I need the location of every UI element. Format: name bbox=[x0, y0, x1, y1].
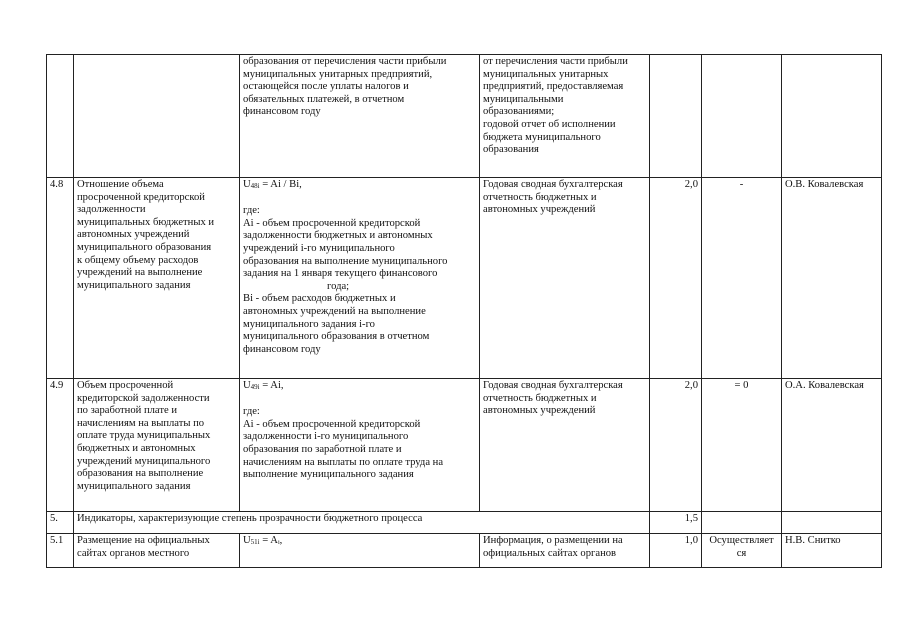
target-cell: - bbox=[702, 178, 782, 379]
source-cell: Информация, о размещении на официальных сайтах органов bbox=[480, 534, 650, 568]
responsible-cell bbox=[782, 55, 882, 178]
target-cell bbox=[702, 512, 782, 534]
weight-cell bbox=[650, 55, 702, 178]
row-number bbox=[47, 55, 74, 178]
row-number: 5.1 bbox=[47, 534, 74, 568]
weight-cell: 1,0 bbox=[650, 534, 702, 568]
source-cell: от перечисления части прибыли муниципальных унитарных предприятий, предоставляемая муниципальными образованиями; годовой отчет об исполнении бюджета муниципального образования bbox=[480, 55, 650, 178]
indicator-cell: Объем просроченной кредиторской задолженности по заработной плате и начислениям на выплаты по оплате труда муниципальных бюджетных и автономных учреждений муниципального образования на выполнение муниципального задания bbox=[74, 379, 240, 512]
target-cell bbox=[702, 55, 782, 178]
table-row bbox=[47, 55, 882, 178]
source-cell: Годовая сводная бухгалтерская отчетность бюджетных и автономных учреждений bbox=[480, 178, 650, 379]
formula-cell bbox=[240, 534, 480, 568]
table-row bbox=[47, 534, 882, 568]
formula: $U_{49i} = Ai$, bbox=[243, 380, 284, 391]
formula: $U_{48i} = Ai / Bi$, bbox=[243, 179, 302, 190]
indicator-cell bbox=[74, 55, 240, 178]
formula: $U_{51i}$ = Aᵢ, bbox=[243, 535, 283, 546]
row-number: 4.9 bbox=[47, 379, 74, 512]
weight-cell: 1,5 bbox=[650, 512, 702, 534]
formula-cell: $U_{49i} = Ai$, где: Ai - объем просроченной кредиторской задолженности i-го муниципального образования по заработной плате и начислениям на выплаты по оплате труда на выполнение муниципального задания bbox=[240, 379, 480, 512]
formula-cell: $U_{48i} = Ai / Bi$, где: Ai - объем просроченной кредиторской задолженности бюджетных и автономных учреждений i-го муниципального образования на выполнение муниципального задания на 1 января текущего финансового года; Bi - объем расходов бюджетных и автономных учреждений на выполнение муниципального задания i-го муниципального образования в отчетном финансовом году bbox=[240, 178, 480, 379]
responsible-cell: О.А. Ковалевская bbox=[782, 379, 882, 512]
weight-cell: 2,0 bbox=[650, 379, 702, 512]
table-row bbox=[47, 178, 882, 379]
indicator-cell: Размещение на официальных сайтах органов местного bbox=[74, 534, 240, 568]
responsible-cell bbox=[782, 512, 882, 534]
source-cell: Годовая сводная бухгалтерская отчетность бюджетных и автономных учреждений bbox=[480, 379, 650, 512]
formula-cell: образования от перечисления части прибыли муниципальных унитарных предприятий, остающейся после уплаты налогов и обязательных платежей, в отчетном финансовом году bbox=[240, 55, 480, 178]
row-number: 5. bbox=[47, 512, 74, 534]
target-cell: Осуществляет ся bbox=[702, 534, 782, 568]
weight-cell: 2,0 bbox=[650, 178, 702, 379]
indicator-cell: Отношение объема просроченной кредиторской задолженности муниципальных бюджетных и автономных учреждений муниципального образования к общему объему расходов учреждений на выполнение муниципального задания bbox=[74, 178, 240, 379]
responsible-cell: О.В. Ковалевская bbox=[782, 178, 882, 379]
responsible-cell: Н.В. Снитко bbox=[782, 534, 882, 568]
section-title: Индикаторы, характеризующие степень прозрачности бюджетного процесса bbox=[74, 512, 650, 534]
table-row bbox=[47, 379, 882, 512]
row-number: 4.8 bbox=[47, 178, 74, 379]
section-row bbox=[47, 512, 882, 534]
target-cell: = 0 bbox=[702, 379, 782, 512]
indicators-table bbox=[46, 54, 882, 568]
